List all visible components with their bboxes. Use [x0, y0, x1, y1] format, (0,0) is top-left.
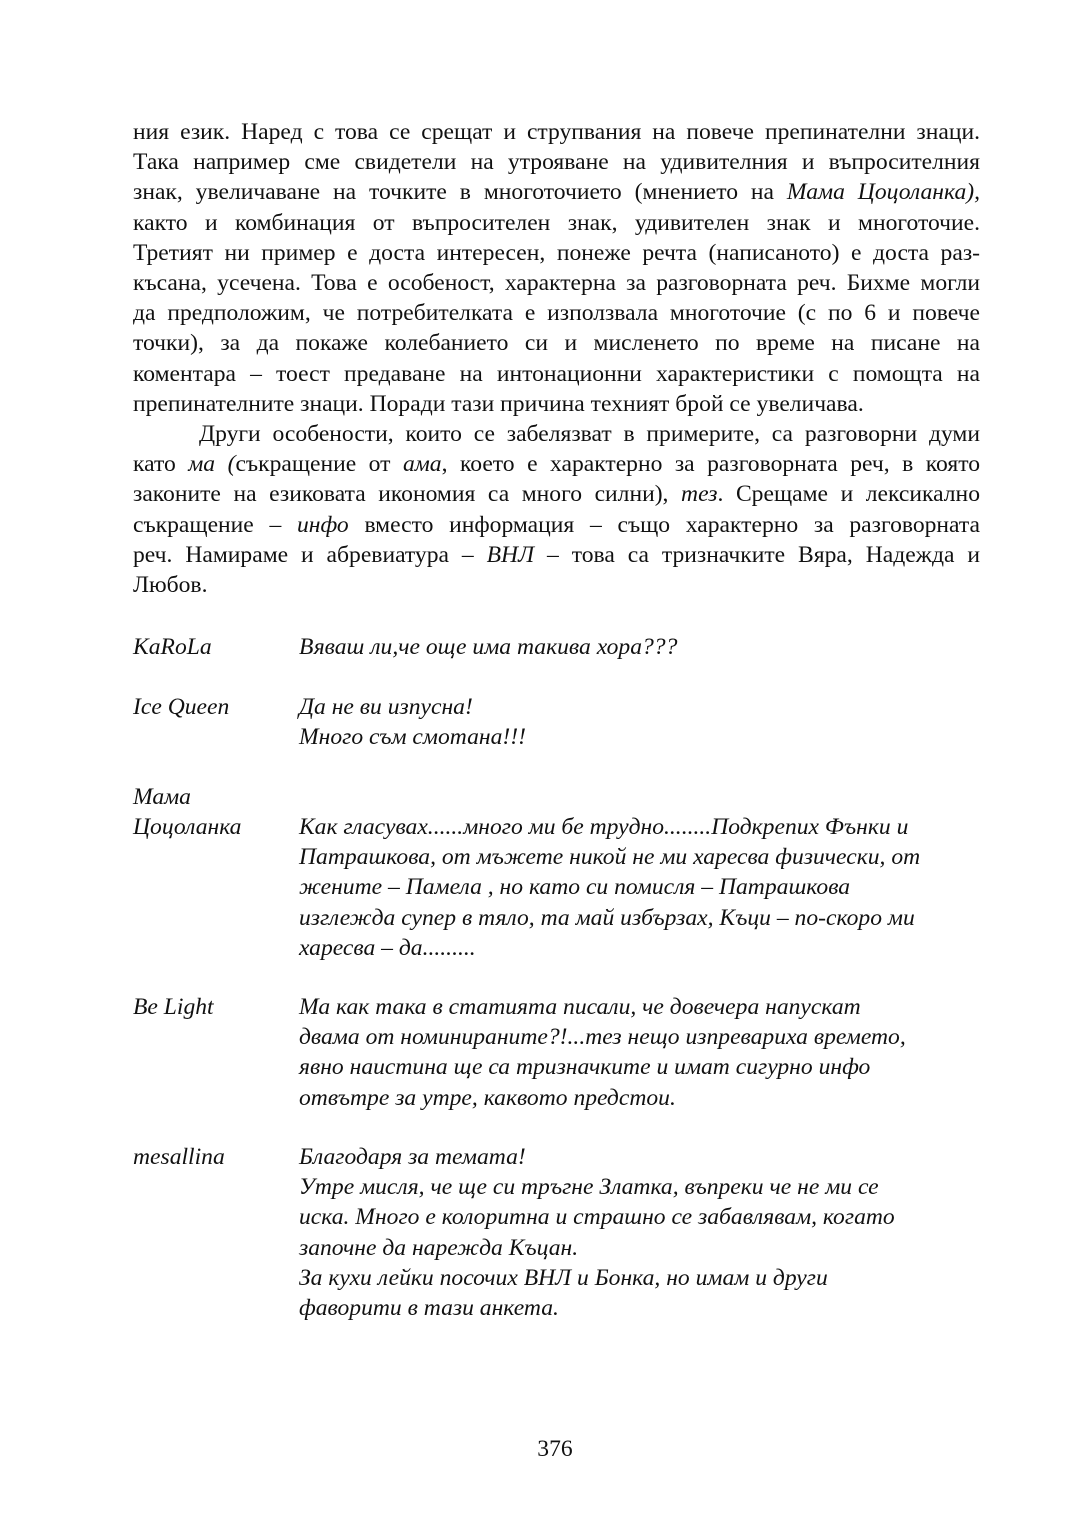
comment-body [299, 992, 989, 1113]
comment-line: започне да нарежда Къцан. [299, 1234, 579, 1261]
text-fragment: като [133, 451, 189, 478]
comment-body [299, 632, 989, 662]
text-line: Третият ни пример е доста интересен, понеже речта (написаното) е доста раз- [133, 239, 980, 266]
text-fragment: , което е характерно за разговорната реч, в която [441, 451, 980, 478]
comment-line: жените – Памела , но като си помисля – Патрашкова [299, 874, 851, 901]
comment-line: За кухи лейки посочих ВНЛ и Бонка, но имам и други [299, 1264, 828, 1291]
text-fragment: законите на езиковата икономия са много силни), [133, 481, 682, 508]
text-fragment: вместо информация – също характерно за разговорната [348, 511, 980, 538]
comment-line: изглежда супер в тяло, та май избързах, Къци – по-скоро ми [299, 904, 915, 931]
text-fragment: знак, увеличаване на точките в многоточието (мнението на [133, 179, 787, 206]
body-text [133, 117, 980, 600]
italic-word: тез [681, 481, 718, 508]
italic-name: Мама Цоцоланка), [786, 179, 980, 206]
comment-line: явно наистина ще са тризначките и имат сигурно инфо [299, 1054, 871, 1081]
text-line: коментара – тоест предаване на интонационни характеристики с помощта на [133, 360, 980, 387]
comment-body [299, 692, 989, 752]
comment-author: Be Light [133, 994, 214, 1020]
comment-line: Ма как така в статията писали, че довечера напускат [299, 994, 861, 1020]
text-fragment: реч. Намираме и абревиатура – [133, 541, 487, 568]
comment-body [299, 812, 989, 963]
comment-line: иска. Много е колоритна и страшно се забавлявам, когато [299, 1204, 895, 1231]
page-number: 376 [537, 1436, 573, 1462]
italic-word: ама [402, 451, 442, 478]
comment-line: Много съм смотана!!! [299, 724, 526, 751]
comment-line: Благодаря за темата! [299, 1144, 526, 1170]
text-fragment: . Срещаме и лексикално [717, 481, 980, 508]
text-line [133, 510, 980, 540]
text-line: Така например сме свидетели на утрояване на удивителния и въпросителния [133, 149, 980, 176]
comment-author-line: Цоцоланка [133, 814, 242, 840]
text-line: препинателните знаци. Поради тази причина техният брой се увеличава. [133, 390, 864, 417]
comment-author: mesallina [133, 1144, 225, 1170]
text-line [133, 540, 980, 570]
text-line: ния език. Наред с това се срещат и струпвания на повече препинателни знаци. [133, 119, 980, 145]
text-fragment: съкращение – [133, 511, 297, 538]
text-line [133, 479, 980, 509]
comment-author: KaRoLa [133, 634, 212, 660]
text-line: Любов. [133, 572, 208, 599]
comment-line: Вяваш ли,че още има такива хора??? [299, 634, 678, 660]
text-line [133, 449, 980, 479]
comment-line: фаворити в тази анкета. [299, 1295, 559, 1322]
italic-word: ма ( [188, 451, 236, 478]
comment-author: Ice Queen [133, 694, 230, 720]
text-line: късана, усечена. Това е особеност, характерна за разговорната реч. Бихме могли [133, 270, 980, 297]
text-line: Други особености, които се забелязват в примерите, са разговорни думи [199, 421, 980, 448]
comment-author-line: Мама [133, 784, 191, 810]
comment-line: двама от номинираните?!...тез нещо изпревариха времето, [299, 1024, 906, 1051]
text-fragment: – това са тризначките Вяра, Надежда и [534, 541, 981, 568]
paragraph-2 [133, 419, 980, 600]
text-fragment: съкращение от [235, 451, 403, 478]
italic-word: ВНЛ [486, 541, 535, 568]
text-line: да предположим, че потребителката е използвала многоточие (с по 6 и повече [133, 300, 980, 327]
text-line: точки), за да покаже колебанието си и мисленето по време на писане на [133, 330, 980, 357]
comment-line: Патрашкова, от мъжете никой не ми харесва физически, от [299, 844, 921, 871]
italic-word: инфо [296, 511, 349, 538]
text-line: както и комбинация от въпросителен знак, удивителен знак и многоточие. [133, 209, 980, 236]
text-line [133, 177, 980, 207]
comment-line: Да не ви изпусна! [299, 694, 473, 720]
comment-line: харесва – да......... [299, 934, 476, 961]
comment-body [299, 1142, 989, 1323]
comment-line: отвътре за утре, каквото предстои. [299, 1084, 676, 1111]
paragraph-1 [133, 117, 980, 419]
comment-line: Как гласувах......много ми бе трудно........Подкрепих Фънки и [299, 814, 909, 840]
comment-line: Утре мисля, че ще си тръгне Златка, въпреки че не ми се [299, 1174, 879, 1201]
